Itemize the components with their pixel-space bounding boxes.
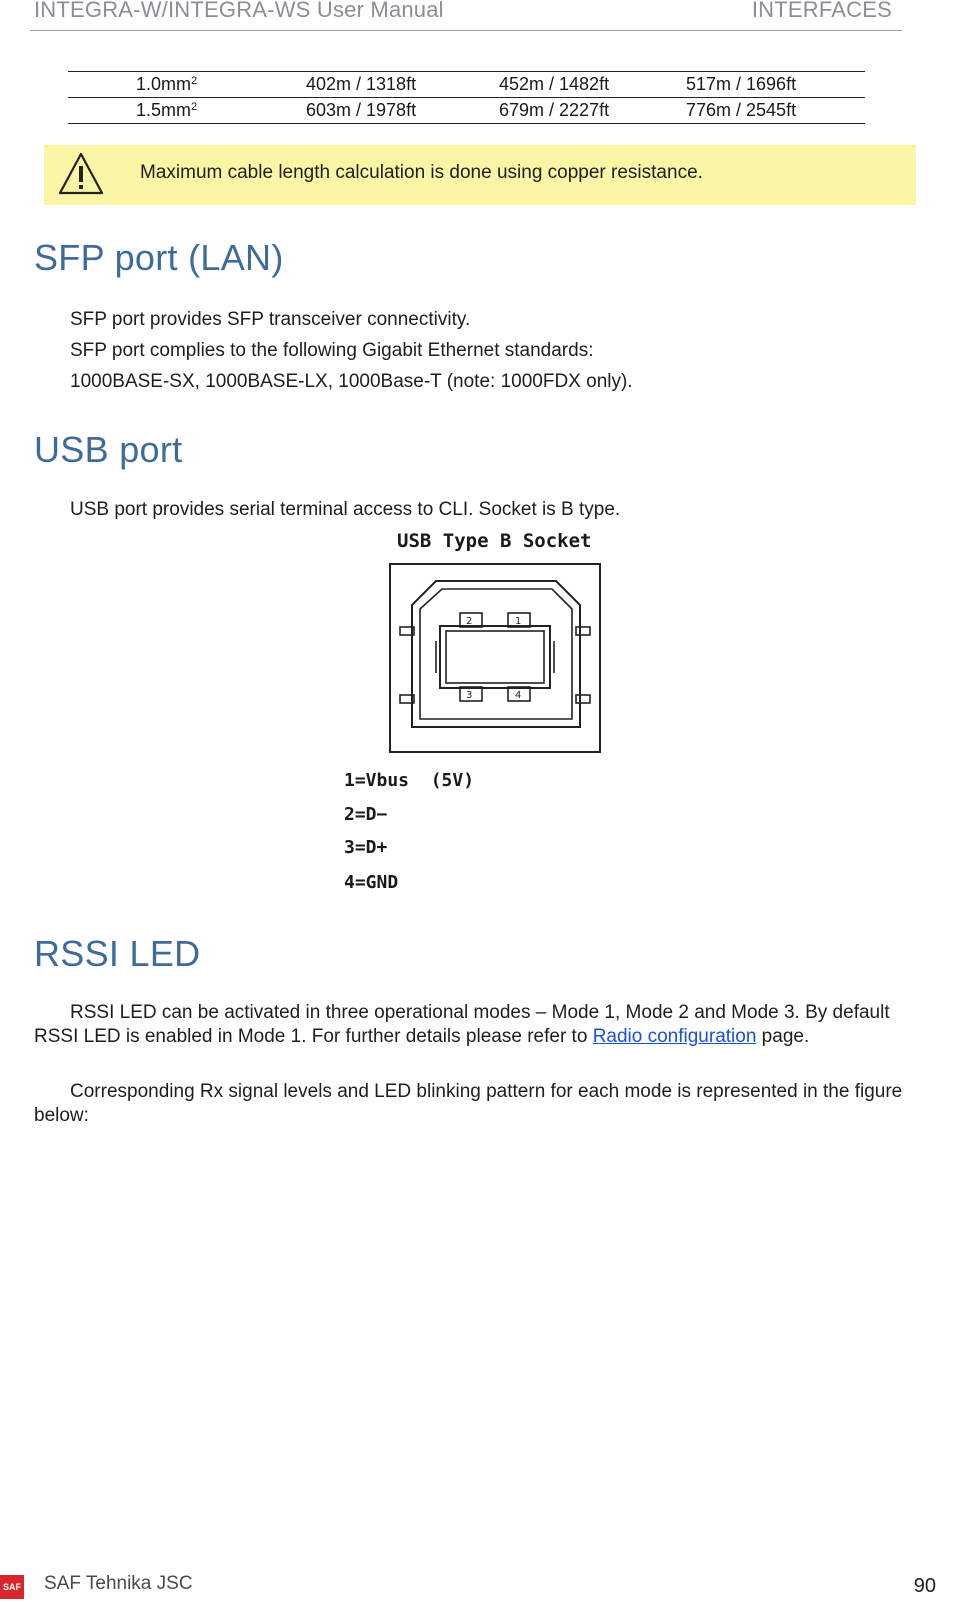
pin-number: 4 (515, 690, 522, 701)
warning-icon (58, 151, 104, 197)
page-header (30, 0, 902, 31)
table-cell: 517m / 1696ft (656, 72, 865, 98)
page-number: 90 (913, 1575, 936, 1597)
pin-number: 2 (466, 616, 473, 627)
rssi-paragraph-1: RSSI LED can be activated in three operational modes – Mode 1, Mode 2 and Mode 3. By default RSSI LED is enabled in Mode 1. For further details please refer to Radio configuration page. (34, 1002, 890, 1047)
saf-logo: SAF (0, 1575, 24, 1599)
section-title: INTERFACES (751, 0, 892, 22)
pin-label-1: 1=Vbus (5V) (344, 770, 475, 791)
rssi-heading: RSSI LED (34, 933, 201, 974)
pin-number: 3 (466, 690, 473, 701)
sfp-heading: SFP port (LAN) (34, 237, 284, 278)
table-cell: 402m / 1318ft (268, 72, 466, 98)
usb-heading: USB port (34, 429, 183, 470)
rssi-paragraph-2: Corresponding Rx signal levels and LED blinking pattern for each mode is represented in the figure below: (34, 1081, 903, 1126)
table-cell: 452m / 1482ft (466, 72, 656, 98)
pin-number: 1 (515, 616, 522, 627)
company-name: SAF Tehnika JSC (44, 1573, 193, 1594)
pin-label-3: 3=D+ (344, 837, 388, 858)
table-cell: 603m / 1978ft (268, 98, 466, 124)
cable-size-cell: $1.5mm^2$ (68, 98, 268, 124)
table-cell: 679m / 2227ft (466, 98, 656, 124)
figure-title: USB Type B Socket (397, 531, 592, 552)
radio-configuration-link[interactable]: Radio configuration (592, 1026, 757, 1047)
cable-size-cell: $1.0mm^2$ (68, 72, 268, 98)
table-row (68, 98, 865, 124)
pin-label-4: 4=GND (344, 872, 399, 893)
usb-text: USB port provides serial terminal access to CLI. Socket is B type. (70, 499, 621, 520)
sfp-line-3: 1000BASE-SX, 1000BASE-LX, 1000Base-T (note: 1000FDX only). (70, 371, 633, 392)
sfp-line-1: SFP port provides SFP transceiver connectivity. (70, 309, 471, 330)
note-box (44, 145, 916, 205)
cable-length-table (68, 71, 865, 124)
table-row (68, 72, 865, 98)
page-footer (0, 1565, 956, 1603)
table-cell: 776m / 2545ft (656, 98, 865, 124)
note-text: Maximum cable length calculation is done using copper resistance. (140, 162, 703, 183)
manual-title: INTEGRA-W/INTEGRA-WS User Manual (34, 0, 444, 22)
sfp-line-2: SFP port complies to the following Gigabit Ethernet standards: (70, 340, 594, 361)
usb-socket-figure (340, 531, 620, 911)
pin-label-2: 2=D− (344, 804, 388, 825)
